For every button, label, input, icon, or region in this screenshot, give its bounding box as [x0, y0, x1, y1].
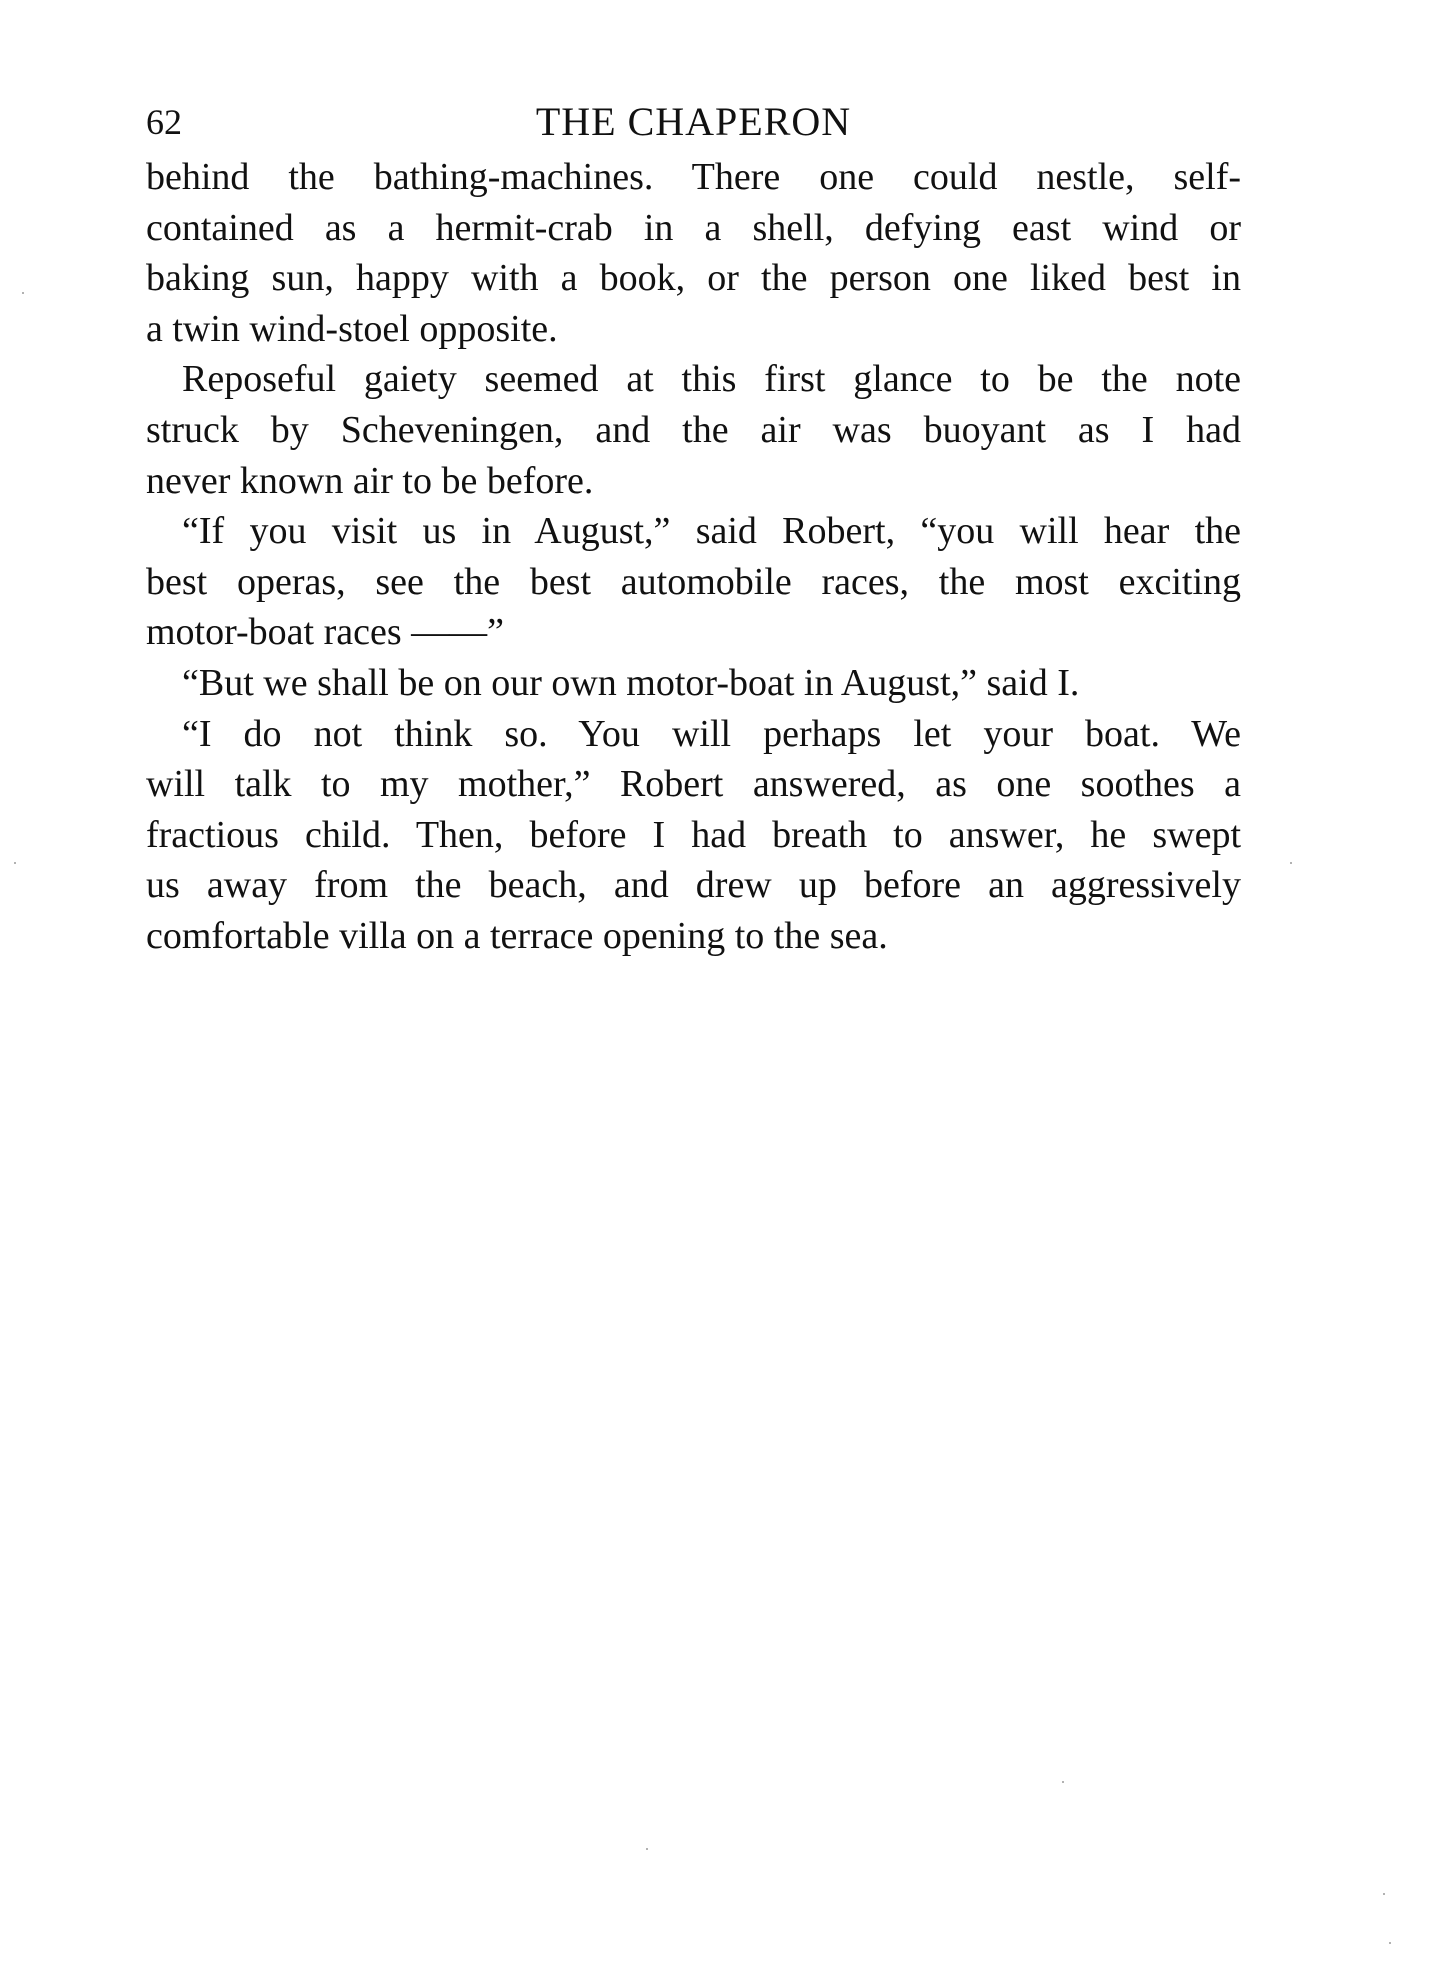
running-title: THE CHAPERON	[535, 99, 852, 144]
scan-speck	[1389, 1942, 1391, 1944]
text-line: motor-boat races ——”	[146, 611, 504, 654]
page-number: 62	[146, 102, 182, 142]
text-line: never known air to be before.	[146, 459, 594, 502]
text-line: “But we shall be on our own motor-boat in August,” said I.	[182, 661, 1080, 704]
scan-speck	[1062, 1781, 1064, 1783]
text-line: fractious child. Then, before I had breath to answer, he swept	[146, 813, 1241, 856]
text-line: best operas, see the best automobile races, the most exciting	[146, 560, 1241, 603]
text-line: “I do not think so. You will perhaps let your boat. We	[182, 712, 1241, 755]
text-line: will talk to my mother,” Robert answered, as one soothes a	[146, 763, 1241, 806]
text-line: comfortable villa on a terrace opening to the sea.	[146, 914, 888, 957]
paragraph	[146, 709, 1241, 962]
scan-speck	[646, 1848, 648, 1850]
scan-speck	[1290, 862, 1292, 864]
text-line: a twin wind-stoel opposite.	[146, 307, 558, 350]
text-line: us away from the beach, and drew up before an aggressively	[146, 864, 1241, 907]
text-line: baking sun, happy with a book, or the person one liked best in	[146, 257, 1241, 300]
text-line: Reposeful gaiety seemed at this first glance to be the note	[182, 358, 1241, 401]
running-head	[146, 92, 1241, 152]
text-line: contained as a hermit-crab in a shell, defying east wind or	[146, 206, 1241, 249]
paragraph	[146, 506, 1241, 658]
scan-speck	[14, 862, 16, 864]
scan-speck	[1383, 1893, 1385, 1895]
paragraph	[146, 658, 1241, 709]
scan-speck	[22, 292, 24, 294]
text-line: struck by Scheveningen, and the air was buoyant as I had	[146, 408, 1241, 451]
paragraph	[146, 354, 1241, 506]
body-text	[146, 152, 1241, 962]
paragraph	[146, 152, 1241, 354]
text-line: “If you visit us in August,” said Robert, “you will hear the	[182, 510, 1241, 553]
text-line: behind the bathing-machines. There one could nestle, self-	[146, 156, 1241, 198]
